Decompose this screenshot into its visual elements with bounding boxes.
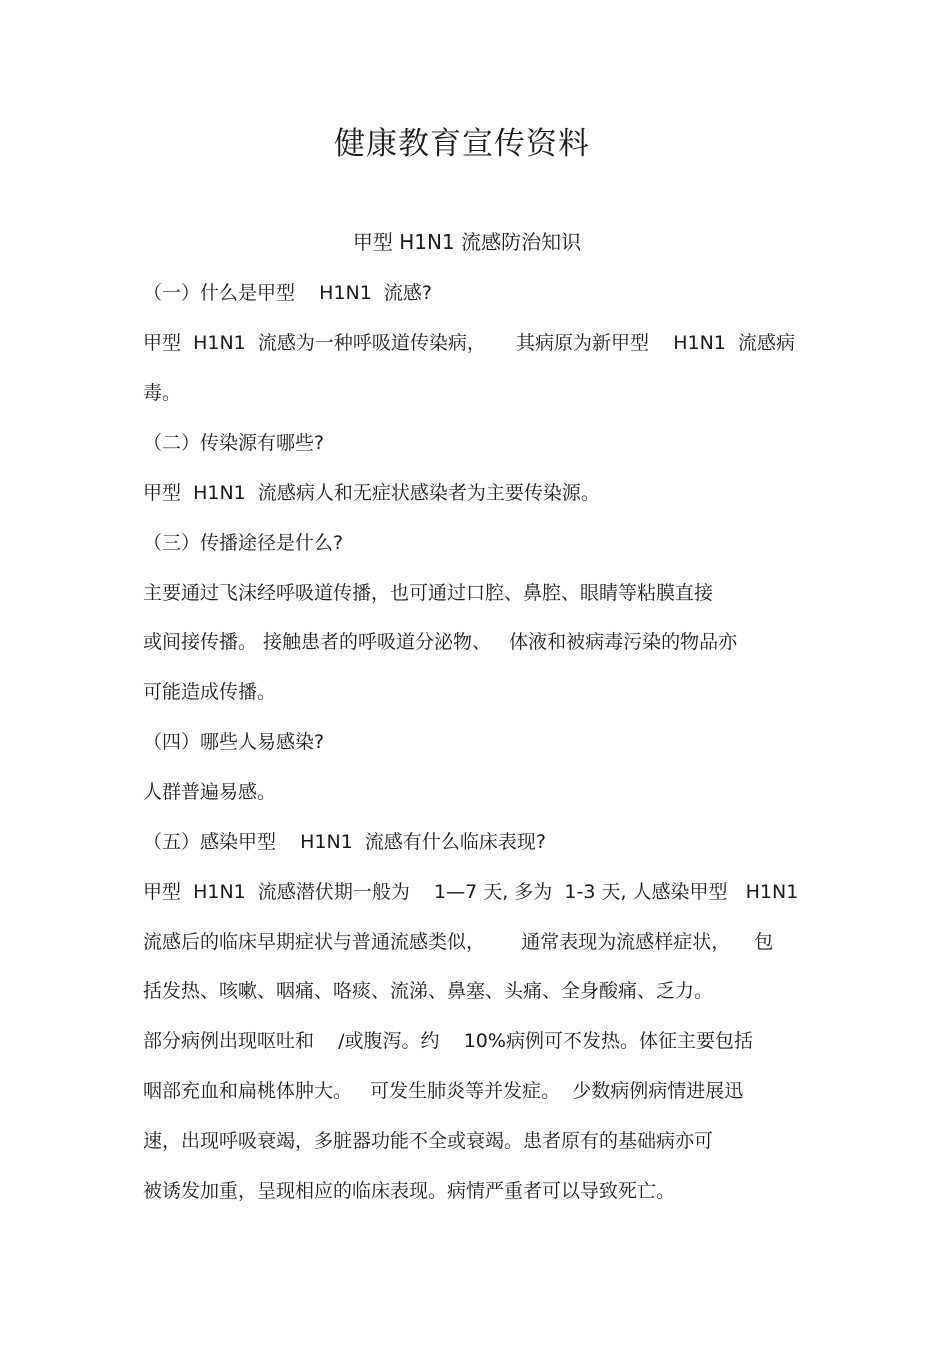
section-heading-1: （一）什么是甲型 H1N1 流感?: [143, 282, 432, 304]
paragraph-line: 毒。: [143, 382, 182, 404]
paragraph-line: 甲型 H1N1 流感为一种呼吸道传染病， 其病原为新甲型 H1N1 流感病: [143, 332, 795, 354]
paragraph-line: 主要通过飞沫经呼吸道传播，也可通过口腔、鼻腔、眼睛等粘膜直接: [143, 582, 714, 604]
section-heading-2: （二）传染源有哪些?: [143, 432, 325, 454]
document-title: 健康教育宣传资料: [334, 126, 590, 162]
paragraph-line: 甲型 H1N1 流感病人和无症状感染者为主要传染源。: [143, 482, 600, 504]
paragraph-line: 被诱发加重，呈现相应的临床表现。病情严重者可以导致死亡。: [143, 1180, 676, 1202]
section-heading-5: （五）感染甲型 H1N1 流感有什么临床表现?: [143, 831, 546, 853]
paragraph-line: 速，出现呼吸衰竭，多脏器功能不全或衰竭。患者原有的基础病亦可: [143, 1130, 714, 1152]
section-heading-3: （三）传播途径是什么?: [143, 532, 344, 554]
paragraph-line: 流感后的临床早期症状与普通流感类似， 通常表现为流感样症状， 包: [143, 931, 774, 953]
paragraph-line: 甲型 H1N1 流感潜伏期一般为 1—7 天, 多为 1-3 天, 人感染甲型 H1N1: [143, 881, 799, 903]
paragraph-line: 咽部充血和扁桃体肿大。 可发生肺炎等并发症。 少数病例病情进展迅: [143, 1080, 744, 1102]
document-subtitle: 甲型 H1N1 流感防治知识: [352, 230, 582, 254]
paragraph-line: 可能造成传播。: [143, 681, 277, 703]
paragraph-line: 或间接传播。 接触患者的呼吸道分泌物、 体液和被病毒污染的物品亦: [143, 631, 738, 653]
paragraph-line: 括发热、咳嗽、咽痛、咯痰、流涕、鼻塞、头痛、全身酸痛、乏力。: [143, 980, 714, 1002]
paragraph-line: 人群普遍易感。: [143, 781, 277, 803]
paragraph-line: 部分病例出现呕吐和 /或腹泻。约 10%病例可不发热。体征主要包括: [143, 1030, 753, 1052]
section-heading-4: （四）哪些人易感染?: [143, 731, 325, 753]
